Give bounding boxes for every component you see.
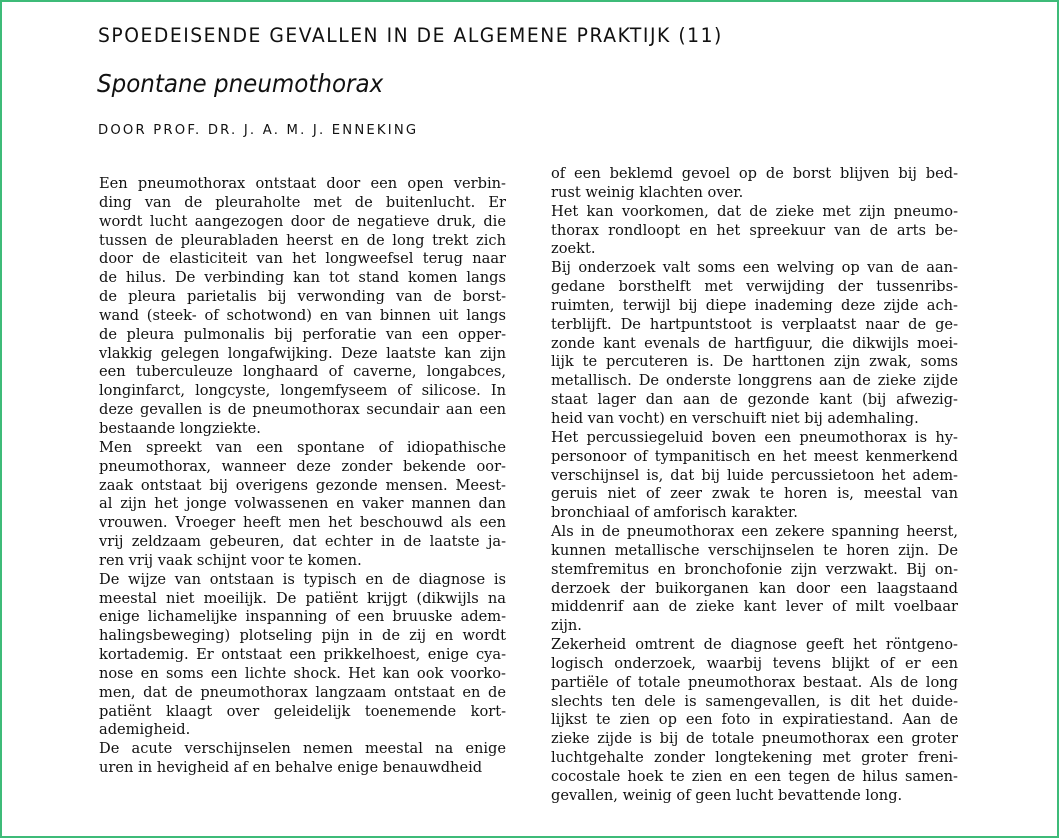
paragraph <box>551 429 958 523</box>
text-line: ruimten, terwijl bij diepe inademing deze zijde ach- <box>551 296 958 314</box>
paragraph <box>551 259 958 429</box>
text-line: partiële of totale pneumothorax bestaat. Als de long <box>551 673 958 691</box>
text-line: vlakkig gelegen longafwijking. Deze laatste kan zijn <box>99 344 506 362</box>
text-line: metallisch. De onderste longgrens aan de zieke zijde <box>551 372 958 390</box>
text-line: ding van de pleuraholte met de buitenlucht. Er <box>99 193 506 211</box>
text-line: vrouwen. Vroeger heeft men het beschouwd als een <box>99 514 506 532</box>
right-column <box>551 165 958 806</box>
text-line: luchtgehalte zonder longtekening met groter freni- <box>551 749 958 767</box>
text-line: of een beklemd gevoel op de borst blijven bij bed- <box>551 165 958 182</box>
paragraph <box>99 571 506 741</box>
text-line: geruis niet of zeer zwak te horen is, meestal van <box>551 485 958 503</box>
text-line: al zijn het jonge volwassenen en vaker mannen dan <box>99 495 506 513</box>
text-line: thorax rondloopt en het spreekuur van de arts be- <box>551 221 958 239</box>
text-line: Het percussiegeluid boven een pneumothorax is hy- <box>551 428 958 446</box>
text-line: heid van vocht) en verschuift niet bij ademhaling. <box>551 409 919 427</box>
text-line: zaak ontstaat bij overigens gezonde mensen. Meest- <box>99 476 506 494</box>
paragraph <box>99 740 506 778</box>
text-line: terblijft. De hartpuntstoot is verplaatst naar de ge- <box>551 315 958 333</box>
text-line: derzoek der buikorganen kan door een laagstaand <box>551 579 958 597</box>
text-line: vrij zeldzaam gebeuren, dat echter in de laatste ja- <box>99 533 506 551</box>
text-line: De wijze van ontstaan is typisch en de diagnose is <box>99 570 506 588</box>
text-line: kortademig. Er ontstaat een prikkelhoest, enige cya- <box>99 646 506 664</box>
paragraph <box>551 636 958 806</box>
text-line: longinfarct, longcyste, longemfyseem of silicose. In <box>99 382 506 400</box>
text-line: wand (steek- of schotwond) en van binnen uit langs <box>99 306 506 324</box>
text-line: wordt lucht aangezogen door de negatieve druk, die <box>99 212 506 230</box>
text-line: nose en soms een lichte shock. Het kan ook voorko- <box>99 664 506 682</box>
text-line: kunnen metallische verschijnselen te horen zijn. De <box>551 541 958 559</box>
text-line: uren in hevigheid af en behalve enige benauwdheid <box>99 759 483 777</box>
text-line: cocostale hoek te zien en een tegen de hilus samen- <box>551 768 958 785</box>
text-line: zonde kant evenals de hartfiguur, die dikwijls moei- <box>551 334 958 352</box>
text-line: halingsbeweging) plotseling pijn in de zij en wordt <box>99 627 506 645</box>
text-line: Als in de pneumothorax een zekere spanning heerst, <box>551 523 958 541</box>
text-line: men, dat de pneumothorax langzaam ontstaat en de <box>99 683 506 701</box>
text-line: pneumothorax, wanneer deze zonder bekende oor- <box>99 457 506 475</box>
text-line: zieke zijde is bij de totale pneumothorax een groter <box>551 730 958 748</box>
paragraph <box>551 203 958 260</box>
text-line: de pleura pulmonalis bij perforatie van een opper- <box>99 325 506 343</box>
text-line: de pleura parietalis bij verwonding van de borst- <box>99 288 506 306</box>
text-line: personoor of tympanitisch en het meest kenmerkend <box>551 447 958 465</box>
paragraph <box>99 175 506 439</box>
text-line: een tuberculeuze longhaard of caverne, longabces, <box>99 363 506 381</box>
text-line: Het kan voorkomen, dat de zieke met zijn pneumo- <box>551 202 958 220</box>
text-line: De acute verschijnselen nemen meestal na enige <box>99 740 506 758</box>
text-line: lijk te percuteren is. De harttonen zijn zwak, soms <box>551 353 958 371</box>
paragraph <box>551 165 958 203</box>
text-line: zijn. <box>551 617 582 635</box>
text-line: bestaande longziekte. <box>99 419 261 437</box>
text-line: logisch onderzoek, waarbij tevens blijkt of er een <box>551 654 958 672</box>
text-line: Een pneumothorax ontstaat door een open verbin- <box>99 175 506 192</box>
text-line: ren vrij vaak schijnt voor te komen. <box>99 551 362 569</box>
text-line: enige lichamelijke inspanning of een bruuske adem- <box>99 608 506 626</box>
text-line: tussen de pleurabladen heerst en de long trekt zich <box>99 231 506 249</box>
article-title: Spontane pneumothorax <box>97 69 384 98</box>
text-line: lijkst te zien op een foto in expiratiestand. Aan de <box>551 711 958 729</box>
text-line: deze gevallen is de pneumothorax secundair aan een <box>99 401 506 419</box>
text-line: staat lager dan aan de gezonde kant (bij afwezig- <box>551 391 958 409</box>
text-line: de hilus. De verbinding kan tot stand komen langs <box>99 269 506 287</box>
paragraph <box>551 523 958 636</box>
text-line: patiënt klaagt over geleidelijk toenemende kort- <box>99 702 506 720</box>
text-line: meestal niet moeilijk. De patiënt krijgt (dikwijls na <box>99 589 506 607</box>
text-line: ademigheid. <box>99 721 191 739</box>
text-line: rust weinig klachten over. <box>551 183 744 201</box>
text-line: Bij onderzoek valt soms een welving op van de aan- <box>551 259 958 277</box>
text-line: slechts ten dele is samengevallen, is dit het duide- <box>551 692 958 710</box>
text-line: zoekt. <box>551 240 596 258</box>
text-line: middenrif aan de zieke kant lever of milt voelbaar <box>551 598 958 616</box>
text-line: verschijnsel is, dat bij luide percussietoon het adem- <box>551 466 958 484</box>
byline: DOOR PROF. DR. J. A. M. J. ENNEKING <box>98 123 419 138</box>
left-column <box>99 175 506 778</box>
paragraph <box>99 439 506 571</box>
series-title: SPOEDEISENDE GEVALLEN IN DE ALGEMENE PRAKTIJK (11) <box>98 24 723 47</box>
text-line: gedane borsthelft met verwijding der tussenribs- <box>551 278 958 296</box>
text-line: gevallen, weinig of geen lucht bevattende long. <box>551 786 903 804</box>
text-line: door de elasticiteit van het longweefsel terug naar <box>99 250 506 268</box>
text-line: stemfremitus en bronchofonie zijn verzwakt. Bij on- <box>551 560 958 578</box>
text-line: bronchiaal of amforisch karakter. <box>551 504 798 522</box>
text-line: Zekerheid omtrent de diagnose geeft het röntgeno- <box>551 636 958 654</box>
text-line: Men spreekt van een spontane of idiopathische <box>99 438 506 456</box>
